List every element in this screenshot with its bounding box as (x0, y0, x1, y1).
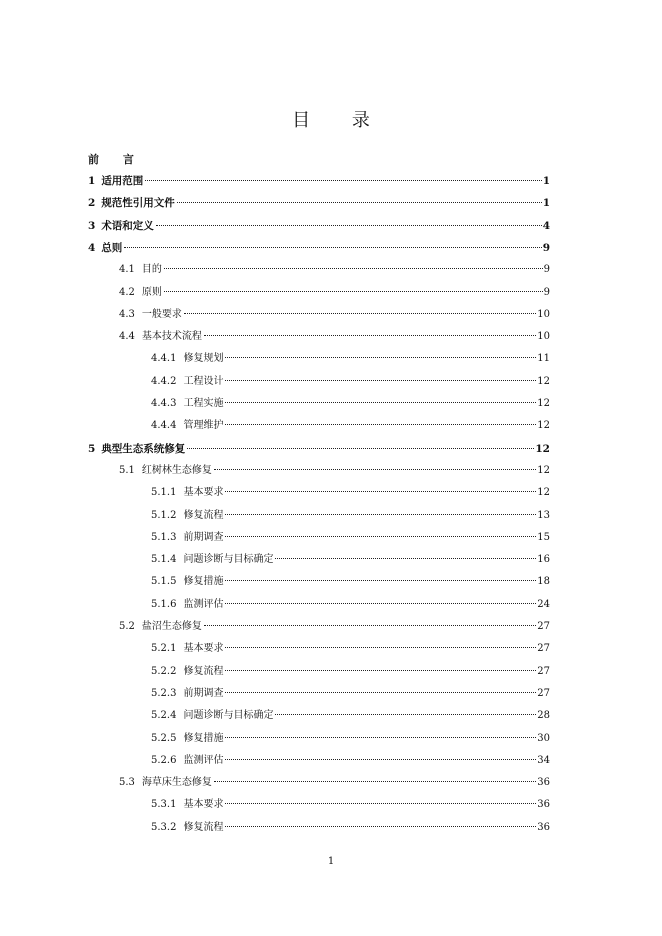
toc-entry-title: 问题诊断与目标确定 (183, 710, 274, 722)
toc-entry-title: 红树林生态修复 (141, 464, 212, 476)
toc-entry-number: 3 (88, 219, 96, 232)
toc-entry-page: 28 (537, 710, 550, 722)
toc-entry-title: 管理维护 (183, 420, 224, 432)
toc-entry-page: 11 (537, 353, 550, 365)
toc-entry-page: 12 (537, 464, 550, 476)
toc-leader-dots (187, 448, 534, 449)
toc-entry[interactable] (119, 304, 550, 326)
toc-entry-number: 5.3.2 (151, 821, 177, 833)
toc-entry[interactable] (151, 794, 550, 816)
toc-entry[interactable] (88, 237, 550, 259)
toc-entry-title: 基本技术流程 (141, 331, 202, 343)
toc-entry-title: 典型生态系统修复 (101, 442, 186, 455)
toc-entry-number: 5.1.4 (151, 554, 177, 566)
toc-entry-page: 27 (537, 643, 550, 655)
toc-entry[interactable] (119, 282, 550, 304)
toc-entry-number: 5.2.5 (151, 732, 177, 744)
toc-entry-title: 工程设计 (183, 375, 224, 387)
toc-leader-dots (214, 469, 536, 470)
toc-leader-dots (225, 491, 536, 492)
toc-leader-dots (275, 714, 536, 715)
toc-entry-title: 修复措施 (183, 732, 224, 744)
toc-entry-page: 12 (537, 398, 550, 409)
toc-entry[interactable] (151, 571, 550, 593)
toc-entry-title: 盐沼生态修复 (141, 621, 202, 632)
toc-entry-number: 2 (88, 197, 96, 210)
toc-entry[interactable] (151, 705, 550, 727)
toc-entry-number: 4.1 (119, 264, 135, 276)
toc-entry-number: 5.1.1 (151, 487, 177, 499)
toc-leader-dots (204, 335, 536, 336)
toc-entry-page: 10 (537, 308, 550, 320)
toc-leader-dots (164, 268, 543, 269)
toc-entry-title: 目的 (141, 264, 162, 276)
toc-entry-title: 基本要求 (183, 643, 224, 655)
toc-entry[interactable] (119, 259, 550, 281)
toc-entry[interactable] (151, 594, 550, 616)
toc-leader-dots (225, 603, 536, 604)
toc-leader-dots (177, 202, 542, 203)
toc-entry-title: 监测评估 (183, 598, 224, 610)
toc-entry-page: 18 (537, 576, 550, 588)
toc-leader-dots (225, 692, 536, 693)
toc-leader-dots (225, 803, 536, 804)
toc-entry-preface[interactable]: 前 言 (88, 153, 144, 166)
toc-entry-page: 36 (537, 799, 550, 811)
toc-entry-page: 15 (537, 531, 550, 543)
toc-entry-page: 30 (537, 732, 550, 744)
toc-entry-title: 规范性引用文件 (101, 197, 175, 210)
toc-entry[interactable] (151, 505, 550, 527)
toc-leader-dots (225, 580, 536, 581)
toc-entry-title: 前期调查 (183, 687, 224, 699)
toc-entry-title: 修复流程 (183, 509, 224, 521)
toc-entry-title: 问题诊断与目标确定 (183, 554, 274, 566)
toc-entry-number: 5.2.4 (151, 710, 177, 722)
toc-entry-page: 27 (537, 621, 550, 632)
toc-entry-title: 前期调查 (183, 531, 224, 543)
toc-leader-dots (225, 670, 536, 671)
toc-entry[interactable] (151, 527, 550, 549)
toc-entry-title: 术语和定义 (101, 219, 154, 232)
toc-entry-page: 10 (537, 331, 550, 343)
toc-entry-title: 适用范围 (101, 175, 144, 187)
toc-entry[interactable] (88, 170, 550, 192)
toc-leader-dots (225, 737, 536, 738)
toc-entry-number: 4.2 (119, 286, 135, 298)
toc-entry[interactable] (119, 772, 550, 794)
toc-entry[interactable] (151, 817, 550, 839)
toc-leader-dots (225, 647, 536, 648)
toc-entry-number: 4.4.2 (151, 375, 177, 387)
toc-entry-page: 27 (537, 687, 550, 699)
toc-leader-dots (156, 225, 542, 226)
toc-entry-page: 27 (537, 665, 550, 677)
toc-entry[interactable] (151, 415, 550, 437)
toc-entry-number: 1 (88, 175, 96, 187)
toc-entry-page: 4 (542, 219, 550, 232)
toc-entry-page: 36 (537, 777, 550, 789)
toc-entry-page: 16 (537, 554, 550, 566)
page-number: 1 (327, 856, 335, 867)
toc-leader-dots (225, 357, 536, 358)
toc-entry-number: 4.4.3 (151, 398, 177, 409)
toc-entry-page: 12 (535, 442, 550, 455)
toc-entry[interactable] (151, 683, 550, 705)
toc-entry-page: 9 (543, 286, 550, 298)
toc-entry-title: 基本要求 (183, 799, 224, 811)
toc-entry-title: 一般要求 (141, 308, 182, 320)
page-title: 目 录 (292, 110, 388, 131)
toc-entry-title: 修复规划 (183, 353, 224, 365)
toc-entry-title: 海草床生态修复 (141, 777, 212, 789)
toc-entry-page: 1 (542, 197, 550, 210)
toc-leader-dots (214, 781, 536, 782)
toc-entry[interactable] (151, 482, 550, 504)
toc-entry-page: 36 (537, 821, 550, 833)
toc-entry-number: 4.4.1 (151, 353, 177, 365)
toc-entry-number: 4 (88, 241, 96, 254)
toc-entry-page: 12 (537, 375, 550, 387)
toc-entry-page: 24 (537, 598, 550, 610)
toc-entry-title: 监测评估 (183, 754, 224, 766)
toc-entry-title: 原则 (141, 286, 162, 298)
toc-entry-number: 4.4.4 (151, 420, 177, 432)
toc-leader-dots (145, 180, 541, 181)
toc-entry-number: 5.1.2 (151, 509, 177, 521)
toc-entry[interactable] (151, 728, 550, 750)
toc-entry[interactable] (119, 616, 550, 638)
toc-entry-number: 5.1 (119, 464, 135, 476)
toc-leader-dots (225, 402, 536, 403)
toc-entry-page: 1 (542, 175, 550, 187)
toc-entry-page: 13 (537, 509, 550, 521)
toc-entry[interactable] (151, 393, 550, 415)
toc-leader-dots (225, 759, 536, 760)
toc-entry[interactable] (151, 661, 550, 683)
toc-leader-dots (184, 313, 536, 314)
toc-entry-title: 修复流程 (183, 665, 224, 677)
toc-entry-number: 5.2.6 (151, 754, 177, 766)
toc-entry-page: 34 (537, 754, 550, 766)
toc-entry-number: 5.1.5 (151, 576, 177, 588)
toc-entry-page: 9 (543, 264, 550, 276)
toc-entry-page: 12 (537, 420, 550, 432)
toc-entry-number: 5.2.2 (151, 665, 177, 677)
toc-leader-dots (225, 514, 536, 515)
toc-entry-number: 5.2.1 (151, 643, 177, 655)
toc-leader-dots (225, 826, 536, 827)
toc-leader-dots (164, 291, 543, 292)
toc-entry-number: 5.1.6 (151, 598, 177, 610)
toc-entry-title: 工程实施 (183, 398, 224, 409)
toc-leader-dots (124, 247, 541, 248)
toc-entry-title: 总则 (101, 241, 123, 254)
toc-entry-title: 修复措施 (183, 576, 224, 588)
toc-leader-dots (275, 558, 536, 559)
toc-entry-number: 4.3 (119, 308, 135, 320)
toc-entry-number: 5.2 (119, 621, 135, 632)
toc-entry[interactable] (119, 460, 550, 482)
toc-entry-number: 5.3 (119, 777, 135, 789)
toc-entry[interactable] (151, 549, 550, 571)
toc-entry[interactable] (88, 192, 550, 214)
toc-entry-number: 5.1.3 (151, 531, 177, 543)
toc-entry[interactable] (119, 326, 550, 348)
toc-entry[interactable] (88, 215, 550, 237)
toc-leader-dots (204, 625, 536, 626)
toc-entry-page: 12 (537, 487, 550, 499)
toc-entry[interactable] (151, 348, 550, 370)
toc-entry[interactable] (88, 438, 550, 460)
toc-entry-number: 4.4 (119, 331, 135, 343)
toc-entry-number: 5.3.1 (151, 799, 177, 811)
toc-entry-number: 5.2.3 (151, 687, 177, 699)
toc-entry-page: 9 (542, 241, 550, 254)
toc-entry-title: 修复流程 (183, 821, 224, 833)
toc-leader-dots (225, 380, 536, 381)
toc-entry-number: 5 (88, 442, 96, 455)
toc-entry[interactable] (151, 750, 550, 772)
toc-leader-dots (225, 424, 536, 425)
toc-entry[interactable] (151, 371, 550, 393)
toc-leader-dots (225, 536, 536, 537)
toc-entry-title: 基本要求 (183, 487, 224, 499)
toc-entry[interactable] (151, 638, 550, 660)
